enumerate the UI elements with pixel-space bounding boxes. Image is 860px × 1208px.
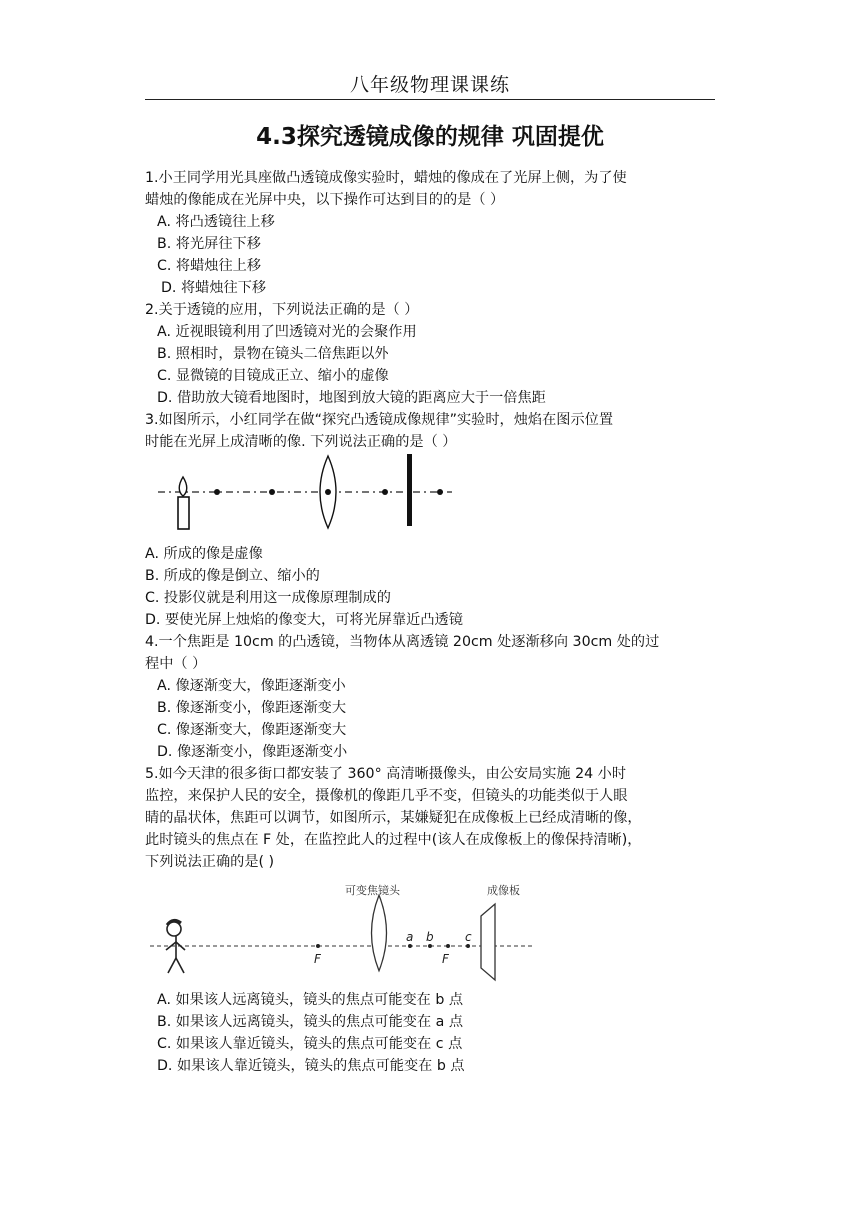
q4-option-b: B. 像逐渐变小，像距逐渐变大 xyxy=(157,700,347,716)
q3-stem-line1: 3.如图所示，小红同学在做“探究凸透镜成像规律”实验时，烛焰在图示位置 xyxy=(145,412,614,428)
candle-body xyxy=(178,497,189,529)
header-divider xyxy=(145,99,715,100)
q1-option-c: C. 将蜡烛往上移 xyxy=(157,258,262,274)
q5-option-c: C. 如果该人靠近镜头，镜头的焦点可能变在 c 点 xyxy=(157,1036,463,1052)
q2-option-b: B. 照相时，景物在镜头二倍焦距以外 xyxy=(157,346,389,362)
bench-point xyxy=(269,489,275,495)
q2-stem-line1: 2.关于透镜的应用，下列说法正确的是（ ） xyxy=(145,302,419,318)
q3-option-a: A. 所成的像是虚像 xyxy=(145,546,263,562)
focal-point-right xyxy=(446,944,450,948)
q3-stem-line2: 时能在光屏上成清晰的像. 下列说法正确的是（ ） xyxy=(145,434,457,450)
q1-stem-line2: 蜡烛的像能成在光屏中央，以下操作可达到目的的是（ ） xyxy=(145,192,505,208)
q5-stem-line2: 监控，来保护人民的安全，摄像机的像距几乎不变，但镜头的功能类似于人眼 xyxy=(145,788,628,804)
lens-center-point xyxy=(325,489,331,495)
bench-point xyxy=(214,489,220,495)
focal-point-left xyxy=(316,944,320,948)
q5-stem-line5: 下列说法正确的是( ) xyxy=(145,854,275,870)
page-header: 八年级物理课课练 xyxy=(349,74,510,96)
point-a-label: a xyxy=(406,930,414,944)
light-screen xyxy=(407,454,412,526)
q1-option-b: B. 将光屏往下移 xyxy=(157,236,261,252)
q1-stem-line1: 1.小王同学用光具座做凸透镜成像实验时，蜡烛的像成在了光屏上侧，为了使 xyxy=(145,170,627,186)
page-title: 4.3探究透镜成像的规律 巩固提优 xyxy=(256,124,604,150)
q5-stem-line4: 此时镜头的焦点在 F 处，在监控此人的过程中(该人在成像板上的像保持清晰)， xyxy=(145,832,642,848)
q4-option-a: A. 像逐渐变大，像距逐渐变小 xyxy=(157,678,346,694)
focal-label-left: F xyxy=(314,952,321,966)
q5-stem-line3: 睛的晶状体，焦距可以调节，如图所示，某嫌疑犯在成像板上已经成清晰的像， xyxy=(145,810,642,826)
bench-point xyxy=(437,489,443,495)
candle-flame-icon xyxy=(179,477,187,496)
q3-option-c: C. 投影仪就是利用这一成像原理制成的 xyxy=(145,590,391,606)
point-c xyxy=(466,944,470,948)
point-b xyxy=(428,944,432,948)
q2-option-a: A. 近视眼镜利用了凹透镜对光的会聚作用 xyxy=(157,324,417,340)
q2-option-c: C. 显微镜的目镜成正立、缩小的虚像 xyxy=(157,368,389,384)
q5-stem-line1: 5.如今天津的很多街口都安装了 360° 高清晰摄像头，由公安局实施 24 小时 xyxy=(145,766,627,782)
q2-option-d: D. 借助放大镜看地图时，地图到放大镜的距离应大于一倍焦距 xyxy=(157,390,546,406)
person-icon xyxy=(166,920,185,973)
optical-bench-figure xyxy=(150,450,460,535)
lens-label: 可变焦镜头 xyxy=(345,884,400,897)
point-a xyxy=(408,944,412,948)
focal-label-right: F xyxy=(442,952,449,966)
q4-stem-line1: 4.一个焦距是 10cm 的凸透镜，当物体从离透镜 20cm 处逐渐移向 30cm 处的过 xyxy=(145,634,660,650)
q4-option-d: D. 像逐渐变小，像距逐渐变小 xyxy=(157,744,348,760)
point-b-label: b xyxy=(426,930,434,944)
bench-point xyxy=(382,489,388,495)
q4-stem-line2: 程中（ ） xyxy=(145,656,207,672)
q1-option-d: D. 将蜡烛往下移 xyxy=(161,280,267,296)
q5-option-b: B. 如果该人远离镜头，镜头的焦点可能变在 a 点 xyxy=(157,1014,464,1030)
camera-figure xyxy=(145,876,540,986)
q4-option-c: C. 像逐渐变大，像距逐渐变大 xyxy=(157,722,347,738)
variable-focus-lens xyxy=(372,895,387,971)
point-c-label: c xyxy=(465,930,472,944)
board-label: 成像板 xyxy=(487,884,520,897)
q3-option-b: B. 所成的像是倒立、缩小的 xyxy=(145,568,320,584)
image-board xyxy=(481,904,495,980)
q3-option-d: D. 要使光屏上烛焰的像变大，可将光屏靠近凸透镜 xyxy=(145,612,463,628)
q5-option-d: D. 如果该人靠近镜头，镜头的焦点可能变在 b 点 xyxy=(157,1058,465,1074)
q5-option-a: A. 如果该人远离镜头，镜头的焦点可能变在 b 点 xyxy=(157,992,464,1008)
q1-option-a: A. 将凸透镜往上移 xyxy=(157,214,275,230)
